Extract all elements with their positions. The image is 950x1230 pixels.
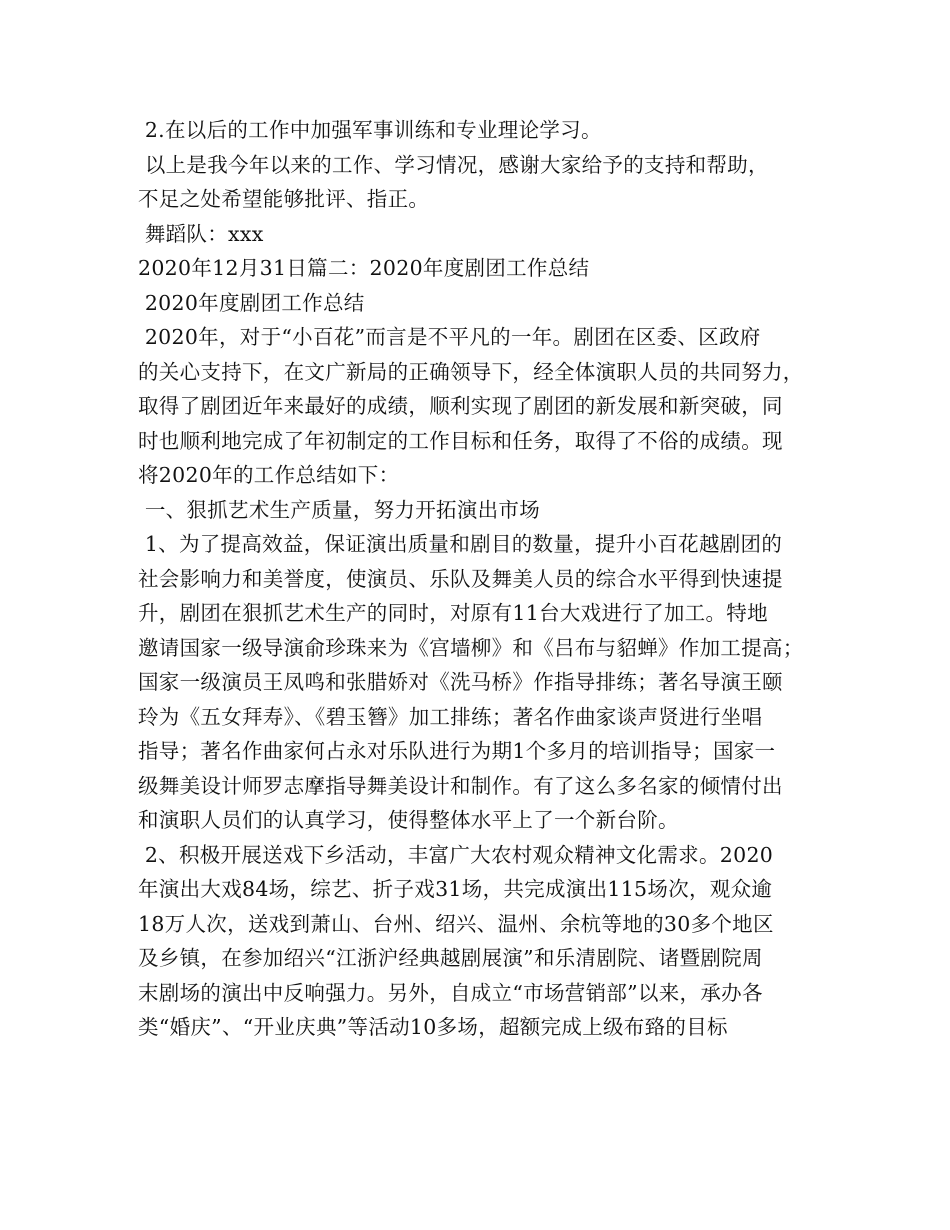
- text-line: 时也顺利地完成了年初制定的工作目标和任务，取得了不俗的成绩。现: [138, 428, 783, 453]
- text-line: 2020年度剧团工作总结: [138, 290, 365, 315]
- text-line: 社会影响力和美誉度，使演员、乐队及舞美人员的综合水平得到快速提: [138, 566, 783, 591]
- text-line: 邀请国家一级导演俞珍珠来为《宫墙柳》和《吕布与貂蝉》作加工提高；: [138, 635, 804, 660]
- text-line: 年演出大戏84场，综艺、折子戏31场，共完成演出115场次，观众逾: [138, 877, 773, 901]
- text-line: 级舞美设计师罗志摩指导舞美设计和制作。有了这么多名家的倾情付出: [138, 773, 783, 798]
- text-line: 2020年12月31日篇二：2020年度剧团工作总结: [138, 256, 590, 280]
- text-line: 一、狠抓艺术生产质量，努力开拓演出市场: [138, 497, 541, 522]
- text-line: 指导；著名作曲家何占永对乐队进行为期1个多月的培训指导；国家一: [138, 739, 776, 763]
- text-line: 2.在以后的工作中加强军事训练和专业理论学习。: [138, 118, 602, 142]
- text-line: 2、积极开展送戏下乡活动，丰富广大农村观众精神文化需求。2020: [138, 842, 774, 867]
- document-body: [138, 113, 838, 1045]
- text-line: 升，剧团在狠抓艺术生产的同时，对原有11台大戏进行了加工。特地: [138, 601, 768, 625]
- text-line: 类“婚庆”、“开业庆典”等活动10多场，超额完成上级布臵的目标: [138, 1015, 728, 1039]
- text-line: 国家一级演员王凤鸣和张腊娇对《洗马桥》作指导排练；著名导演王颐: [138, 670, 783, 694]
- text-line: 舞蹈队：xxx: [138, 221, 264, 246]
- text-line: 2020年，对于“小百花”而言是不平凡的一年。剧团在区委、区政府: [138, 325, 761, 349]
- text-line: 以上是我今年以来的工作、学习情况，感谢大家给予的支持和帮助，: [138, 152, 769, 177]
- text-line: 不足之处希望能够批评、指正。: [138, 187, 430, 211]
- text-line: 将2020年的工作总结如下：: [138, 463, 400, 487]
- text-line: 1、为了提高效益，保证演出质量和剧目的数量，提升小百花越剧团的: [138, 532, 783, 556]
- text-line: 及乡镇，在参加绍兴“江浙沪经典越剧展演”和乐清剧院、诸暨剧院周: [138, 946, 763, 970]
- text-line: 18万人次，送戏到萧山、台州、绍兴、温州、余杭等地的30多个地区: [138, 911, 774, 936]
- text-line: 末剧场的演出中反响强力。另外，自成立“市场营销部”以来，承办各: [138, 980, 763, 1005]
- text-line: 的关心支持下，在文广新局的正确领导下，经全体演职人员的共同努力，: [138, 359, 804, 384]
- text-line: 取得了剧团近年来最好的成绩，顺利实现了剧团的新发展和新突破，同: [138, 394, 783, 418]
- text-line: 玲为《五女拜寿》、《碧玉簪》加工排练；著名作曲家谈声贤进行坐唱: [138, 704, 763, 729]
- text-line: 和演职人员们的认真学习，使得整体水平上了一个新台阶。: [138, 808, 679, 832]
